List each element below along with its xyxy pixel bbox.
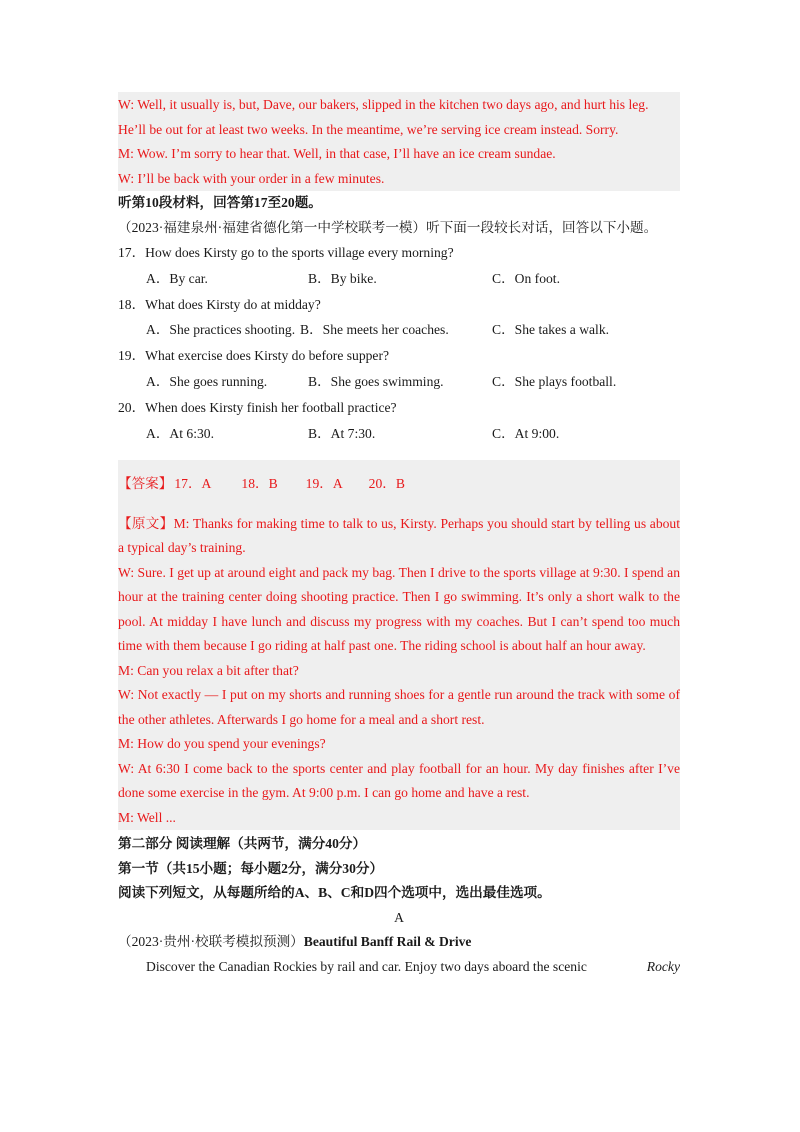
option-c: C．At 9:00.	[492, 425, 560, 441]
option-a: A．At 6:30.	[146, 425, 214, 441]
option-c: C．On foot.	[492, 270, 560, 286]
passage-text-italic: Rocky	[646, 958, 680, 974]
answer-item: 19．A	[305, 476, 343, 492]
transcript-paragraph: W: Not exactly — I put on my shorts and running shoes for a gentle run around the track with some of the other athletes. Afterwards I go home for a meal and a short rest.	[118, 687, 680, 727]
section-heading: 第一节（共15小题；每小题2分，满分30分）	[118, 860, 384, 876]
dialogue-line: W: I’ll be back with your order in a few minutes.	[118, 170, 385, 186]
section-source: （2023·福建泉州·福建省德化第一中学校联考一模）听下面一段较长对话，回答以下小题。	[118, 219, 658, 235]
option-row	[118, 266, 680, 292]
dialogue-line: M: Wow. I’m sorry to hear that. Well, in that case, I’ll have an ice cream sundae.	[118, 146, 556, 161]
question-17	[118, 240, 680, 292]
question-19	[118, 343, 680, 395]
transcript-tag: 【原文】	[118, 515, 174, 531]
option-a: A．She practices shooting.	[146, 322, 296, 338]
option-a: A．She goes running.	[146, 373, 268, 389]
answer-tag: 【答案】	[118, 476, 173, 492]
answer-item: 18．B	[241, 476, 278, 492]
passage-title: Beautiful Banff Rail & Drive	[303, 934, 472, 950]
section-heading: 听第10段材料，回答第17至20题。	[118, 195, 322, 210]
passage-source: （2023·贵州·校联考模拟预测）	[118, 934, 304, 950]
answer-line	[118, 472, 680, 497]
option-b: B．She meets her coaches.	[300, 322, 449, 338]
option-b: B．She goes swimming.	[308, 373, 444, 389]
answer-item: 20．B	[368, 476, 405, 492]
passage-source-line	[118, 930, 680, 955]
option-row	[118, 421, 680, 447]
answer-transcript-block	[118, 460, 680, 830]
option-row	[118, 317, 680, 343]
option-a: A．By car.	[146, 270, 208, 286]
question-18	[118, 292, 680, 344]
option-b: B．By bike.	[308, 270, 377, 286]
transcript-paragraph: W: At 6:30 I come back to the sports center and play football for an hour. My day finishes after I’ve done some exercise in the gym. At 9:00 p.m. I can go home and have a rest.	[118, 760, 680, 801]
option-c: C．She plays football.	[492, 373, 617, 389]
passage-text: Discover the Canadian Rockies by rail and car. Enjoy two days aboard the scenic	[146, 958, 587, 974]
passage-first-line	[118, 955, 680, 980]
question-stem: 18．What does Kirsty do at midday?	[118, 296, 321, 312]
dialogue-line: W: Well, it usually is, but, Dave, our bakers, slipped in the kitchen two days ago, and hurt his leg.	[118, 97, 649, 112]
part-heading: 第二部分 阅读理解（共两节，满分40分）	[118, 836, 367, 852]
dialogue-block	[118, 92, 680, 191]
transcript-paragraph: W: Sure. I get up at around eight and pack my bag. Then I drive to the sports village at 9:30. I spend an hour at the training center doing shooting practice. Then I go swimming. It’s only a short walk to the pool. At midday I have lunch and discuss my progress with my coaches. But I can’t spend too much time with them because I go riding at half past one. The riding school is about half an hour away.	[118, 564, 680, 654]
option-b: B．At 7:30.	[308, 425, 376, 441]
answer-item: 17．A	[174, 476, 212, 492]
question-stem: 20．When does Kirsty finish her football practice?	[118, 399, 397, 415]
option-c: C．She takes a walk.	[492, 322, 610, 338]
question-stem: 17．How does Kirsty go to the sports village every morning?	[118, 245, 454, 260]
transcript-paragraph: M: How do you spend your evenings?	[118, 736, 326, 752]
instruction: 阅读下列短文，从每题所给的A、B、C和D四个选项中，选出最佳选项。	[118, 885, 551, 901]
transcript-paragraph: 【原文】M: Thanks for making time to talk to us, Kirsty. Perhaps you should start by telling us about a typical day’s training.	[118, 515, 680, 556]
document-page	[118, 92, 680, 979]
transcript-paragraph: M: Well ...	[118, 809, 176, 825]
passage-letter: A	[394, 909, 404, 925]
option-row	[118, 369, 680, 395]
dialogue-line: He’ll be out for at least two weeks. In the meantime, we’re serving ice cream instead. Sorry.	[118, 121, 619, 137]
question-stem: 19．What exercise does Kirsty do before supper?	[118, 348, 390, 364]
question-20	[118, 395, 680, 447]
transcript-paragraph: M: Can you relax a bit after that?	[118, 662, 299, 678]
